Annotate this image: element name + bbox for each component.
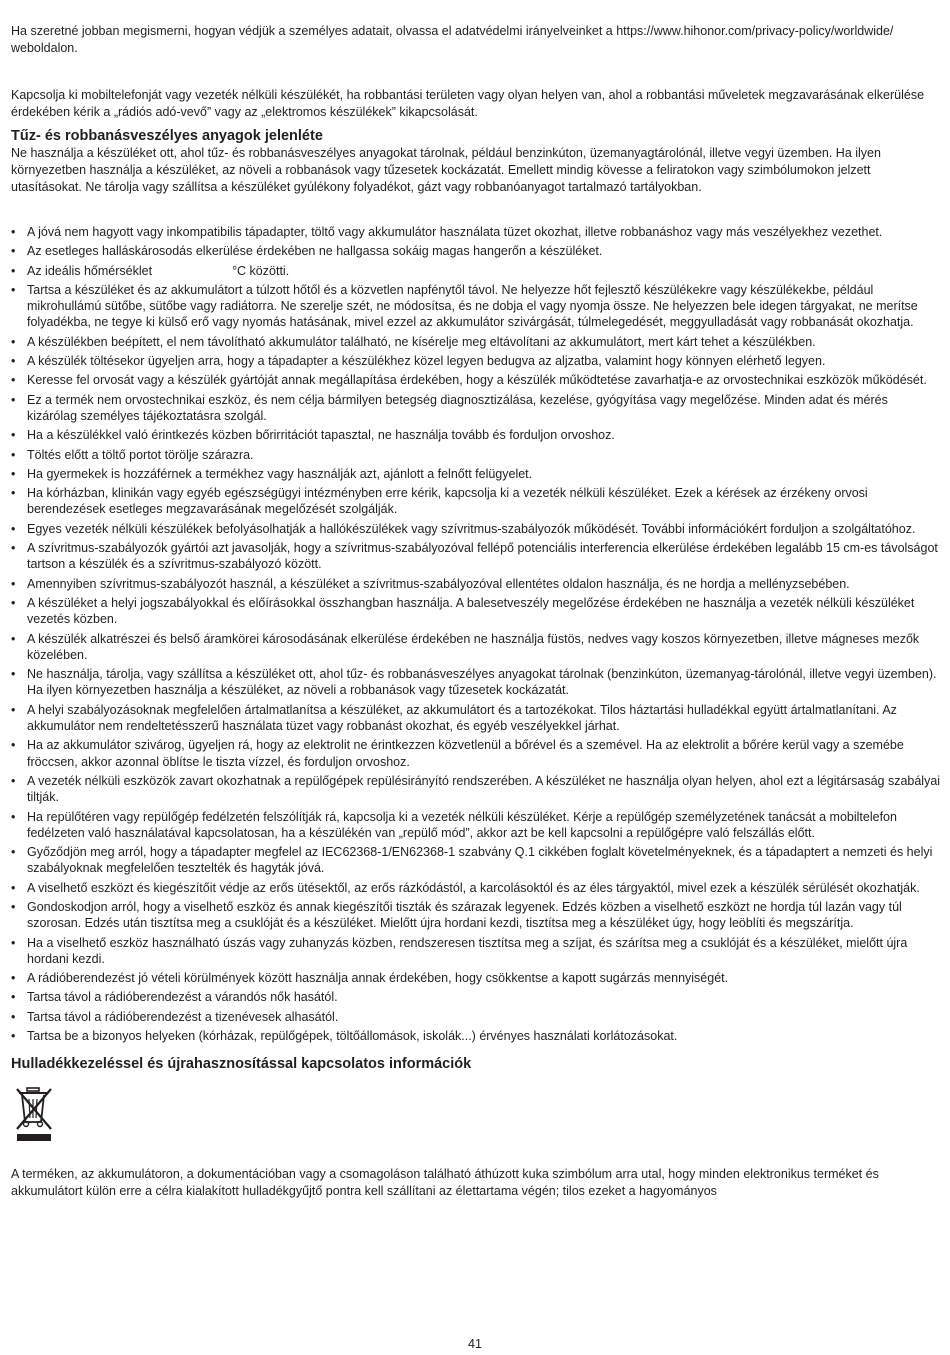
bullet-item: • Tartsa távol a rádióberendezést a tizenévesek alhasától. xyxy=(11,1009,941,1025)
bullet-item: • Tartsa be a bizonyos helyeken (kórházak, repülőgépek, töltőállomások, iskolák...) érvényes használati korlátozásokat. xyxy=(11,1028,941,1044)
bullet-item: • Ha az akkumulátor szivárog, ügyeljen rá, hogy az elektrolit ne érintkezzen közvetlenül a bőrével és a szemével. Ha az elektrolit a bőrére kerül vagy a szemébe fröccsen, akkor azonnal öblítse le tiszta vízzel, és forduljon orvoshoz. xyxy=(11,737,941,770)
spacer xyxy=(11,196,941,224)
bullet-item: • A vezeték nélküli eszközök zavart okozhatnak a repülőgépek repülésirányító rendszerében. A készüléket ne használja olyan helyen, ahol ezt a légitársaság szabályai tiltják. xyxy=(11,773,941,806)
blasting-paragraph: Kapcsolja ki mobiltelefonját vagy vezeték nélküli készülékét, ha robbantási területen vagy olyan helyen van, ahol a robbantási műveletek megzavarásának elkerülése érdekében kérik a „rádiós adó-vevő” vagy az „elektromos készülékek” kikapcsolását. xyxy=(11,88,925,119)
privacy-paragraph: Ha szeretné jobban megismerni, hogyan védjük a személyes adatait, olvassa el adatvédelmi irányelveinket a https://www.hihonor.com/privacy-policy/worldwide/ weboldalon. xyxy=(11,24,894,55)
bullet-item: • Egyes vezeték nélküli készülékek befolyásolhatják a hallókészülékek vagy szívritmus-szabályozók működését. További információkért forduljon a szolgáltatóhoz. xyxy=(11,521,941,537)
bullet-item: • Tartsa a készüléket és az akkumulátort a túlzott hőtől és a közvetlen napfénytől távol. Ne helyezze hőt fejlesztő készülékekre vagy készülékekbe, például mikrohullámú sütőbe, sütőbe vagy radiátorra. Ne szerelje szét, ne módosítsa, és ne dobja el vagy nyomja össze. Ne helyezzen bele idegen tárgyakat, ne merítse folyadékba, ne tegye ki külső erő vagy nyomás hatásának, mivel ezzel az akkumulátor szivárgását, túlmelegedését, meggyulladását vagy robbanását okozhatja. xyxy=(11,282,941,331)
bullet-item: • Ez a termék nem orvostechnikai eszköz, és nem célja bármilyen betegség diagnosztizálása, kezelése, gyógyítása vagy megelőzése. Minden adat és mérés kizárólag személyes tájékoztatásra szolgál. xyxy=(11,392,941,425)
fire-section-paragraph: Ne használja a készüléket ott, ahol tűz- és robbanásveszélyes anyagokat tárolnak, például benzinkúton, üzemanyagtárolónál, illetve vegyi üzemben. Ha ilyen környezetben használja a készüléket, az növeli a robbanások vagy tűzesetek kockázatát. Emellett mindig kövesse a feliratokon vagy szimbólumokon jelzett utasításokat. Ne tárolja vagy szállítsa a készüléket gyúlékony folyadékot, gázt vagy robbanóanyagot tartalmazó tartályokban. xyxy=(11,146,881,194)
bullet-item xyxy=(11,263,941,279)
bullet-item: • Tartsa távol a rádióberendezést a várandós nők hasától. xyxy=(11,989,941,1005)
bullet-item: • Ha kórházban, klinikán vagy egyéb egészségügyi intézményben erre kérik, kapcsolja ki a vezeték nélküli készüléket. Ezek a kérések az érzékeny orvosi berendezések esetleges megzavarásának megelőzését szolgálják. xyxy=(11,485,941,518)
bullet-item: • A viselhető eszközt és kiegészítőit védje az erős ütésektől, az erős rázkódástól, a karcolásoktól és az éles tárgyaktól, mivel ezek a készülék sérülését okozhatják. xyxy=(11,880,941,896)
temperature-suffix: °C közötti. xyxy=(232,263,290,278)
bullet-item: • A készülékben beépített, el nem távolítható akkumulátor található, ne kísérelje meg eltávolítani az akkumulátort, mert kárt tehet a készülékben. xyxy=(11,334,941,350)
spacer xyxy=(11,57,941,87)
bullet-item: • A készüléket a helyi jogszabályokkal és előírásokkal összhangban használja. A balesetveszély megelőzése érdekében ne használja a vezeték nélküli készüléket vezetés közben. xyxy=(11,595,941,628)
bullet-item: • Ha repülőtéren vagy repülőgép fedélzetén felszólítják rá, kapcsolja ki a vezeték nélküli készüléket. Kérje a repülőgép személyzetének tanácsát a mobiltelefon fedélzeten való használatával kapcsolatosan, ha a készülékén van „repülő mód”, akkor azt be kell kapcsolni a repülőgépre való felszállás előtt. xyxy=(11,809,941,842)
bullet-item: • Ha gyermekek is hozzáférnek a termékhez vagy használják azt, ajánlott a felnőtt felügyelet. xyxy=(11,466,941,482)
bullet-item: • Keresse fel orvosát vagy a készülék gyártóját annak megállapítása érdekében, hogy a készülék működtetése zavarhatja-e az orvostechnikai eszközök működését. xyxy=(11,372,941,388)
temperature-prefix: Az ideális hőmérséklet xyxy=(27,263,153,278)
bullet-item: • Ha a készülékkel való érintkezés közben bőrirritációt tapasztal, ne használja tovább és forduljon orvoshoz. xyxy=(11,427,941,443)
waste-section-heading: Hulladékkezeléssel és újrahasznosítással kapcsolatos információk xyxy=(11,1056,472,1073)
bullet-item: • Győződjön meg arról, hogy a tápadapter megfelel az IEC62368-1/EN62368-1 szabvány Q.1 cikkében foglalt követelményeknek, és a tápadaptert a nemzeti és helyi szabályoknak megfelelően tesztelték és hagyták jóvá. xyxy=(11,844,941,877)
bullet-item: • A jóvá nem hagyott vagy inkompatibilis tápadapter, töltő vagy akkumulátor használata tüzet okozhat, illetve robbanáshoz vagy más veszélyekhez vezethet. xyxy=(11,224,941,240)
bullet-item: • A rádióberendezést jó vételi körülmények között használja annak érdekében, hogy csökkentse a kapott sugárzás mennyiségét. xyxy=(11,970,941,986)
bullet-item: • A helyi szabályozásoknak megfelelően ártalmatlanítsa a készüléket, az akkumulátort és a tartozékokat. Tilos háztartási hulladékkal együtt ártalmatlanítani. Az akkumulátor nem rendeltetésszerű használata tüzet vagy robbanást okozhat, és egyéb veszélyekkel járhat. xyxy=(11,702,941,735)
safety-bullet-list xyxy=(11,224,941,1044)
bullet-item: • A szívritmus-szabályozók gyártói azt javasolják, hogy a szívritmus-szabályozóval fellépő potenciális interferencia elkerülése érdekében legalább 15 cm-es távolságot tartson a készülék és a szívritmus-szabályozó között. xyxy=(11,540,941,573)
spacer xyxy=(11,1047,941,1055)
bullet-item: • Amennyiben szívritmus-szabályozót használ, a készüléket a szívritmus-szabályozóval ellentétes oldalon használja, és ne hordja a mellényzsebében. xyxy=(11,576,941,592)
bullet-item: • Gondoskodjon arról, hogy a viselhető eszköz és annak kiegészítői tiszták és szárazak legyenek. Edzés közben a viselhető eszközt ne hordja túl lazán vagy túl szorosan. Edzés után tisztítsa meg a csuklóját és a készüléket. Mielőtt újra hordani kezdi, tisztítsa meg a készüléket úgy, hogy leöblíti és megszárítja. xyxy=(11,899,941,932)
crossed-out-wheelie-bin-icon xyxy=(13,1085,57,1143)
document-page xyxy=(11,23,941,1200)
bullet-item: • Ne használja, tárolja, vagy szállítsa a készüléket ott, ahol tűz- és robbanásveszélyes anyagokat tárolnak (benzinkúton, üzemanyag-tárolónál, illetve vegyi üzemben). Ha ilyen környezetben használja a készüléket, az növeli a robbanások vagy tűzesetek kockázatát. xyxy=(11,666,941,699)
waste-section-paragraph: A terméken, az akkumulátoron, a dokumentációban vagy a csomagoláson található áthúzott kuka szimbólum arra utal, hogy minden elektronikus terméket és akkumulátort külön erre a célra kialakított hulladékgyűjtő pontra kell szállítani az élettartama végén; tilos ezeket a hagyományos xyxy=(11,1167,879,1199)
bullet-item: • Töltés előtt a töltő portot törölje szárazra. xyxy=(11,447,941,463)
bullet-item: • A készülék töltésekor ügyeljen arra, hogy a tápadapter a készülékhez közel legyen bedugva az aljzatba, valamint hogy könnyen elérhető legyen. xyxy=(11,353,941,369)
bullet-item: • Ha a viselhető eszköz használható úszás vagy zuhanyzás közben, rendszeresen tisztítsa meg a szíjat, és szárítsa meg a csuklóját és a készüléket, mielőtt újra hordani kezdi. xyxy=(11,935,941,968)
page-number: 41 xyxy=(468,1337,482,1351)
fire-section-heading: Tűz- és robbanásveszélyes anyagok jelenléte xyxy=(11,128,323,144)
bullet-item: • A készülék alkatrészei és belső áramkörei károsodásának elkerülése érdekében ne használja füstös, nedves vagy koszos környezetben, illetve mágneses mezők közelében. xyxy=(11,631,941,664)
bullet-item: • Az esetleges halláskárosodás elkerülése érdekében ne hallgassa sokáig magas hangerőn a készüléket. xyxy=(11,243,941,259)
